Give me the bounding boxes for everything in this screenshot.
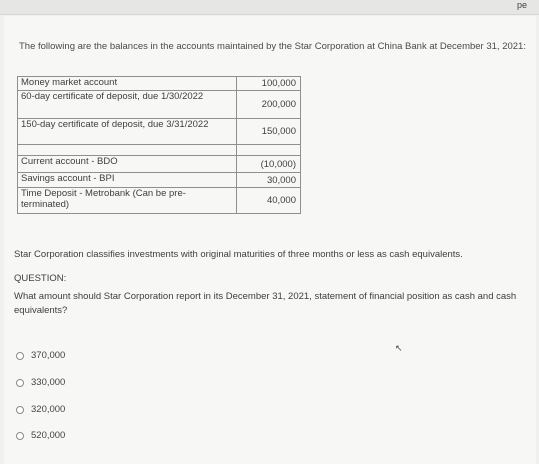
table-row bbox=[18, 119, 301, 145]
row-label: Time Deposit - Metrobank (Can be pre-terminated) bbox=[18, 188, 237, 214]
row-label: 150-day certificate of deposit, due 3/31/2022 bbox=[18, 119, 237, 145]
balances-table bbox=[17, 76, 301, 214]
option-label: 330,000 bbox=[31, 377, 66, 388]
row-amount: 100,000 bbox=[237, 77, 301, 91]
row-amount: 40,000 bbox=[237, 188, 301, 214]
intro-text: The following are the balances in the accounts maintained by the Star Corporation at China Bank at December 31, 2021: bbox=[19, 41, 526, 52]
classification-statement: Star Corporation classifies investments with original maturities of three months or less as cash equivalents. bbox=[14, 249, 463, 260]
option-label: 520,000 bbox=[31, 430, 66, 441]
row-amount: (10,000) bbox=[237, 156, 301, 173]
row-label: 60-day certificate of deposit, due 1/30/2022 bbox=[18, 91, 237, 119]
table-row bbox=[18, 145, 301, 156]
table-row bbox=[18, 188, 301, 214]
row-label: Current account - BDO bbox=[18, 156, 237, 173]
row-label: Money market account bbox=[18, 77, 237, 91]
question-text: What amount should Star Corporation report in its December 31, 2021, statement of financial position as cash and cash equivalents? bbox=[14, 291, 517, 316]
table-row bbox=[18, 77, 301, 91]
question-label: QUESTION: bbox=[14, 273, 67, 284]
answer-option[interactable] bbox=[16, 404, 65, 415]
top-bar-text: pe bbox=[516, 0, 527, 10]
row-amount: 30,000 bbox=[237, 173, 301, 188]
row-amount bbox=[237, 145, 301, 156]
option-label: 320,000 bbox=[31, 404, 66, 415]
table-row bbox=[18, 91, 301, 119]
row-amount: 200,000 bbox=[237, 91, 301, 119]
radio-button[interactable] bbox=[16, 379, 24, 387]
radio-button[interactable] bbox=[16, 432, 24, 440]
answer-option[interactable] bbox=[16, 350, 65, 361]
answer-option[interactable] bbox=[16, 377, 65, 388]
row-label: Savings account - BPI bbox=[18, 173, 237, 188]
option-label: 370,000 bbox=[31, 350, 66, 361]
answer-option[interactable] bbox=[16, 430, 65, 441]
row-amount: 150,000 bbox=[237, 119, 301, 145]
top-bar bbox=[0, 0, 539, 15]
mouse-cursor-icon: ↖ bbox=[395, 343, 403, 353]
row-label bbox=[18, 145, 237, 156]
radio-button[interactable] bbox=[16, 352, 24, 360]
table-row bbox=[18, 156, 301, 173]
table-row bbox=[18, 173, 301, 188]
radio-button[interactable] bbox=[16, 406, 24, 414]
